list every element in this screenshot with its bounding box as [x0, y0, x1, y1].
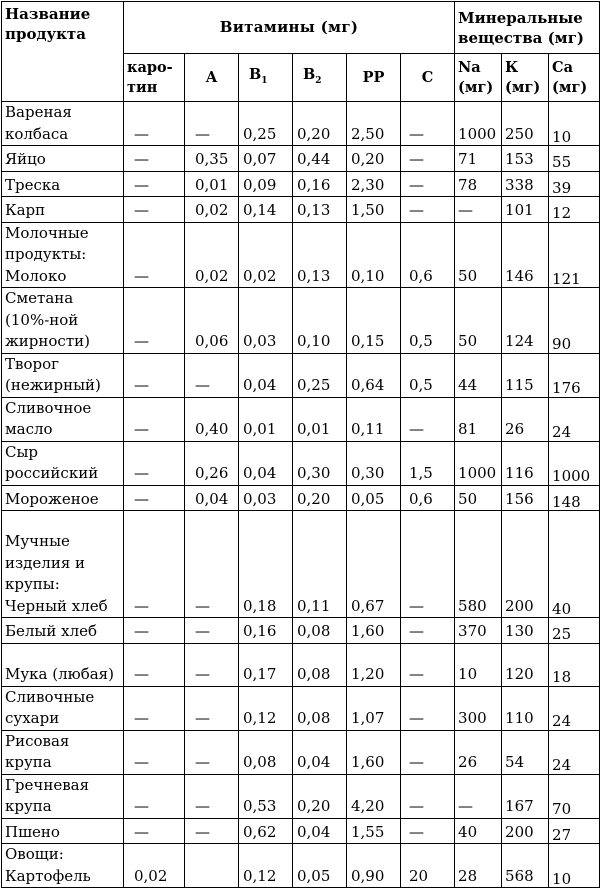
cell-carotene: — — [124, 686, 185, 730]
cell-ca-value: 176 — [552, 379, 581, 397]
cell-na: 10 — [455, 643, 502, 686]
product-name-cell: Яйцо — [2, 146, 124, 172]
vitamin-subscript: 2 — [315, 75, 322, 86]
cell-ca — [549, 441, 600, 485]
cell-b1: 0,62 — [239, 818, 293, 844]
cell-b2: 0,04 — [293, 730, 347, 774]
cell-k: 200 — [502, 511, 549, 618]
cell-a: — — [185, 774, 239, 818]
cell-pp: 2,30 — [347, 171, 401, 197]
cell-k: 167 — [502, 774, 549, 818]
cell-a: 0,01 — [185, 171, 239, 197]
product-name-cell: Мука (любая) — [2, 643, 124, 686]
header-product-name-text: Название продукта — [5, 5, 91, 43]
cell-ca — [549, 197, 600, 223]
cell-c: — — [401, 818, 455, 844]
cell-carotene: — — [124, 618, 185, 644]
cell-k: 130 — [502, 618, 549, 644]
product-name-cell: Овощи: Картофель — [2, 844, 124, 888]
table-row — [2, 511, 600, 618]
cell-k: 120 — [502, 643, 549, 686]
cell-b1: 0,07 — [239, 146, 293, 172]
product-name-cell: Сметана (10%-ной жирности) — [2, 288, 124, 354]
subheader-ca: Са (мг) — [549, 54, 600, 102]
cell-pp: 1,50 — [347, 197, 401, 223]
cell-c: — — [401, 197, 455, 223]
table-row — [2, 643, 600, 686]
cell-a: — — [185, 511, 239, 618]
cell-a: 0,02 — [185, 197, 239, 223]
cell-carotene: — — [124, 102, 185, 146]
cell-k: 156 — [502, 485, 549, 511]
cell-ca-value: 18 — [552, 668, 572, 686]
cell-k: 146 — [502, 222, 549, 288]
cell-c: — — [401, 686, 455, 730]
cell-c: — — [401, 511, 455, 618]
cell-b1: 0,16 — [239, 618, 293, 644]
cell-b1: 0,08 — [239, 730, 293, 774]
table-row — [2, 171, 600, 197]
product-name-cell: Вареная колбаса — [2, 102, 124, 146]
cell-carotene: — — [124, 197, 185, 223]
cell-ca-value: 39 — [552, 178, 572, 197]
product-name-cell: Молочные продукты: Молоко — [2, 222, 124, 288]
product-name-cell: Гречневая крупа — [2, 774, 124, 818]
cell-b2: 0,05 — [293, 844, 347, 888]
product-name-cell: Белый хлеб — [2, 618, 124, 644]
subheader-b2-text: $В_2$ — [303, 65, 322, 86]
table-row — [2, 618, 600, 644]
cell-c: — — [401, 643, 455, 686]
cell-k: 153 — [502, 146, 549, 172]
cell-c: — — [401, 618, 455, 644]
cell-k: 338 — [502, 171, 549, 197]
subheader-na: Na (мг) — [455, 54, 502, 102]
cell-b2: 0,13 — [293, 197, 347, 223]
cell-c: 1,5 — [401, 441, 455, 485]
cell-b2: 0,20 — [293, 485, 347, 511]
cell-b1: 0,18 — [239, 511, 293, 618]
cell-ca — [549, 485, 600, 511]
cell-ca-value: 40 — [552, 599, 572, 618]
cell-k: 116 — [502, 441, 549, 485]
cell-pp: 0,10 — [347, 222, 401, 288]
cell-ca-value: 55 — [552, 153, 572, 171]
cell-c: — — [401, 397, 455, 441]
cell-b2: 0,13 — [293, 222, 347, 288]
cell-k: 568 — [502, 844, 549, 888]
cell-b2: 0,10 — [293, 288, 347, 354]
cell-c: — — [401, 146, 455, 172]
cell-b1: 0,04 — [239, 353, 293, 397]
cell-c: — — [401, 102, 455, 146]
cell-b1: 0,17 — [239, 643, 293, 686]
cell-na: 71 — [455, 146, 502, 172]
cell-pp: 2,50 — [347, 102, 401, 146]
cell-a: 0,06 — [185, 288, 239, 354]
cell-carotene: — — [124, 397, 185, 441]
cell-b1: 0,03 — [239, 485, 293, 511]
cell-c: 0,5 — [401, 353, 455, 397]
cell-k: 115 — [502, 353, 549, 397]
cell-ca — [549, 146, 600, 172]
cell-na: 580 — [455, 511, 502, 618]
cell-na: 28 — [455, 844, 502, 888]
cell-ca-value: 70 — [552, 800, 572, 818]
cell-ca — [549, 774, 600, 818]
cell-a: — — [185, 102, 239, 146]
vitamin-subscript: 1 — [261, 75, 268, 86]
cell-c: 0,6 — [401, 485, 455, 511]
cell-b2: 0,30 — [293, 441, 347, 485]
cell-na: 50 — [455, 485, 502, 511]
subheader-b1 — [239, 54, 293, 102]
product-name-cell: Треска — [2, 171, 124, 197]
cell-b1: 0,02 — [239, 222, 293, 288]
product-name-cell: Мороженое — [2, 485, 124, 511]
subheader-carotene: каро- тин — [124, 54, 185, 102]
cell-ca — [549, 397, 600, 441]
cell-b2: 0,01 — [293, 397, 347, 441]
cell-pp: 0,20 — [347, 146, 401, 172]
cell-ca — [549, 818, 600, 844]
cell-carotene: — — [124, 643, 185, 686]
cell-k: 54 — [502, 730, 549, 774]
cell-b1: 0,03 — [239, 288, 293, 354]
cell-k: 250 — [502, 102, 549, 146]
table-row — [2, 102, 600, 146]
cell-ca-value: 90 — [552, 335, 572, 353]
cell-b2: 0,08 — [293, 643, 347, 686]
cell-na: 1000 — [455, 102, 502, 146]
cell-c: — — [401, 774, 455, 818]
subheader-b1-text: $В_1$ — [249, 65, 268, 86]
header-product-name — [2, 2, 124, 102]
header-vitamins: Витамины (мг) — [124, 2, 455, 54]
cell-ca-value: 121 — [552, 269, 581, 288]
cell-c: — — [401, 171, 455, 197]
cell-carotene: — — [124, 818, 185, 844]
cell-carotene: — — [124, 730, 185, 774]
cell-pp: 1,55 — [347, 818, 401, 844]
cell-b1: 0,01 — [239, 397, 293, 441]
cell-na: 370 — [455, 618, 502, 644]
cell-pp: 1,07 — [347, 686, 401, 730]
cell-carotene: — — [124, 511, 185, 618]
cell-b2: 0,25 — [293, 353, 347, 397]
cell-ca — [549, 102, 600, 146]
cell-b2: 0,20 — [293, 774, 347, 818]
cell-k: 101 — [502, 197, 549, 223]
cell-a: 0,04 — [185, 485, 239, 511]
table-row — [2, 222, 600, 288]
cell-b1: 0,12 — [239, 844, 293, 888]
cell-carotene: — — [124, 171, 185, 197]
cell-a: — — [185, 686, 239, 730]
cell-b2: 0,20 — [293, 102, 347, 146]
cell-na: 26 — [455, 730, 502, 774]
cell-carotene: 0,02 — [124, 844, 185, 888]
cell-ca-value: 148 — [552, 492, 581, 511]
cell-b2: 0,44 — [293, 146, 347, 172]
cell-na: 300 — [455, 686, 502, 730]
cell-b1: 0,25 — [239, 102, 293, 146]
cell-b2: 0,08 — [293, 686, 347, 730]
cell-pp: 0,15 — [347, 288, 401, 354]
cell-carotene: — — [124, 441, 185, 485]
cell-ca — [549, 353, 600, 397]
table-row — [2, 818, 600, 844]
cell-pp: 0,64 — [347, 353, 401, 397]
cell-na: — — [455, 774, 502, 818]
table-row — [2, 730, 600, 774]
cell-na: 78 — [455, 171, 502, 197]
table-row — [2, 441, 600, 485]
cell-carotene: — — [124, 146, 185, 172]
cell-pp: 0,67 — [347, 511, 401, 618]
cell-c: — — [401, 730, 455, 774]
cell-na: 44 — [455, 353, 502, 397]
cell-pp: 1,20 — [347, 643, 401, 686]
subheader-c: С — [401, 54, 455, 102]
table-row — [2, 353, 600, 397]
cell-k: 110 — [502, 686, 549, 730]
cell-na: — — [455, 197, 502, 223]
cell-a: — — [185, 618, 239, 644]
cell-ca — [549, 686, 600, 730]
nutrition-table — [1, 1, 600, 888]
cell-ca-value: 25 — [552, 625, 572, 643]
cell-carotene: — — [124, 288, 185, 354]
cell-ca-value: 27 — [552, 825, 572, 844]
subheader-k: К (мг) — [502, 54, 549, 102]
cell-a: — — [185, 730, 239, 774]
table-body — [2, 102, 600, 888]
cell-carotene: — — [124, 222, 185, 288]
cell-c: 0,5 — [401, 288, 455, 354]
product-name-cell: Пшено — [2, 818, 124, 844]
cell-b2: 0,04 — [293, 818, 347, 844]
cell-b1: 0,04 — [239, 441, 293, 485]
table-row — [2, 774, 600, 818]
cell-ca-value: 24 — [552, 423, 572, 441]
cell-b1: 0,53 — [239, 774, 293, 818]
cell-na: 40 — [455, 818, 502, 844]
cell-ca-value: 1000 — [552, 467, 591, 485]
cell-a: — — [185, 353, 239, 397]
subheader-pp: РР — [347, 54, 401, 102]
cell-a: 0,40 — [185, 397, 239, 441]
cell-ca-value: 10 — [552, 127, 572, 146]
cell-pp: 0,11 — [347, 397, 401, 441]
cell-na: 50 — [455, 222, 502, 288]
subheader-b2 — [293, 54, 347, 102]
cell-pp: 0,30 — [347, 441, 401, 485]
cell-a: 0,02 — [185, 222, 239, 288]
product-name-cell: Сливочное масло — [2, 397, 124, 441]
cell-carotene: — — [124, 774, 185, 818]
cell-c: 20 — [401, 844, 455, 888]
cell-ca — [549, 222, 600, 288]
product-name-cell: Сыр российский — [2, 441, 124, 485]
table-row — [2, 686, 600, 730]
cell-carotene: — — [124, 485, 185, 511]
cell-ca — [549, 618, 600, 644]
cell-b2: 0,11 — [293, 511, 347, 618]
cell-ca — [549, 730, 600, 774]
cell-pp: 1,60 — [347, 618, 401, 644]
cell-ca — [549, 643, 600, 686]
cell-na: 1000 — [455, 441, 502, 485]
cell-ca-value: 12 — [552, 204, 572, 222]
cell-a: 0,35 — [185, 146, 239, 172]
cell-pp: 4,20 — [347, 774, 401, 818]
cell-pp: 1,60 — [347, 730, 401, 774]
cell-ca — [549, 171, 600, 197]
cell-k: 124 — [502, 288, 549, 354]
table-row — [2, 197, 600, 223]
product-name-cell: Мучные изделия и крупы: Черный хлеб — [2, 511, 124, 618]
cell-ca-value: 24 — [552, 756, 572, 774]
cell-ca-value: 10 — [552, 869, 572, 888]
cell-a: — — [185, 643, 239, 686]
cell-pp: 0,90 — [347, 844, 401, 888]
cell-b1: 0,09 — [239, 171, 293, 197]
cell-k: 26 — [502, 397, 549, 441]
cell-na: 50 — [455, 288, 502, 354]
product-name-cell: Сливочные сухари — [2, 686, 124, 730]
cell-na: 81 — [455, 397, 502, 441]
cell-a: 0,26 — [185, 441, 239, 485]
cell-a: — — [185, 818, 239, 844]
cell-ca — [549, 288, 600, 354]
cell-ca-value: 24 — [552, 712, 572, 730]
cell-b2: 0,16 — [293, 171, 347, 197]
subheader-a: А — [185, 54, 239, 102]
table-row — [2, 146, 600, 172]
table-row — [2, 397, 600, 441]
cell-k: 200 — [502, 818, 549, 844]
product-name-cell: Рисовая крупа — [2, 730, 124, 774]
table-row — [2, 288, 600, 354]
cell-carotene: — — [124, 353, 185, 397]
cell-pp: 0,05 — [347, 485, 401, 511]
product-name-cell: Творог (нежирный) — [2, 353, 124, 397]
table-row — [2, 485, 600, 511]
cell-b2: 0,08 — [293, 618, 347, 644]
product-name-cell: Карп — [2, 197, 124, 223]
header-minerals: Минеральные вещества (мг) — [455, 2, 600, 54]
cell-ca — [549, 511, 600, 618]
cell-b1: 0,12 — [239, 686, 293, 730]
cell-b1: 0,14 — [239, 197, 293, 223]
cell-c: 0,6 — [401, 222, 455, 288]
